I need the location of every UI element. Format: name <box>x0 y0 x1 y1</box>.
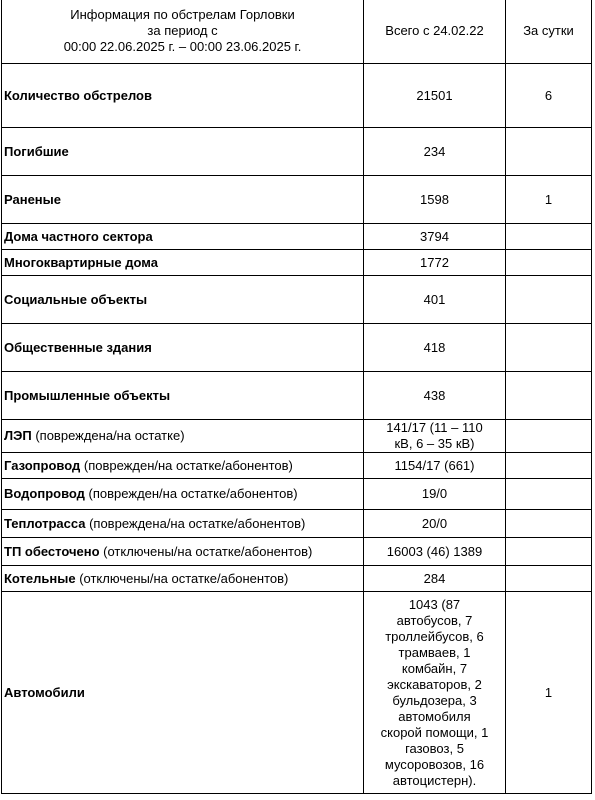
total-line: 21501 <box>416 87 453 103</box>
total-line: 1772 <box>420 254 449 270</box>
row-name: Погибшие <box>4 143 69 159</box>
row-detail: (отключены/на остатке/абонентов) <box>75 570 289 586</box>
total-line: троллейбусов, 6 <box>385 628 484 644</box>
total-line: 1154/17 (661) <box>394 457 475 473</box>
header-row <box>2 0 592 64</box>
row-total <box>364 276 506 324</box>
row-label <box>2 420 364 453</box>
total-line: 19/0 <box>421 486 448 501</box>
total-line: 418 <box>423 339 446 355</box>
row-day <box>506 128 592 176</box>
total-line: мусоровозов, 16 <box>384 756 485 772</box>
total-line: автомобиля <box>398 708 471 724</box>
row-name: Газопровод <box>4 457 81 473</box>
row-label <box>2 250 364 276</box>
row-name: Автомобили <box>4 684 85 700</box>
row-total <box>364 538 506 566</box>
row-total <box>364 453 506 479</box>
row-name: Количество обстрелов <box>4 87 152 103</box>
total-line: 438 <box>423 387 446 403</box>
table-row <box>2 224 592 250</box>
row-total <box>364 128 506 176</box>
total-line: комбайн, 7 <box>401 660 468 676</box>
row-day: 6 <box>506 64 592 128</box>
table-row <box>2 453 592 479</box>
table-row <box>2 128 592 176</box>
row-total <box>364 510 506 538</box>
row-total <box>364 176 506 224</box>
row-total <box>364 372 506 420</box>
row-day <box>506 276 592 324</box>
total-line: 401 <box>423 291 446 307</box>
row-day <box>506 566 592 592</box>
row-name: Общественные здания <box>4 339 152 355</box>
total-line: 141/17 (11 – 110 <box>386 420 483 435</box>
row-total <box>364 250 506 276</box>
table-row <box>2 566 592 592</box>
total-line: трамваев, 1 <box>398 644 471 660</box>
row-total <box>364 592 506 794</box>
row-total <box>364 224 506 250</box>
table-row <box>2 420 592 453</box>
row-day <box>506 420 592 453</box>
report-title <box>2 0 364 64</box>
table-row <box>2 324 592 372</box>
row-total <box>364 479 506 510</box>
row-day <box>506 372 592 420</box>
total-line: 3794 <box>420 228 449 244</box>
table-row <box>2 176 592 224</box>
row-detail: (повреждена/на остатке) <box>31 428 185 443</box>
table-row <box>2 276 592 324</box>
total-line: бульдозера, 3 <box>392 692 477 708</box>
shelling-report-table <box>1 0 592 794</box>
total-line: автоцистерн). <box>392 772 477 788</box>
row-name: Социальные объекты <box>4 291 148 307</box>
row-detail: (отключены/на остатке/абонентов) <box>99 543 313 559</box>
total-line: 20/0 <box>421 515 448 531</box>
row-total <box>364 64 506 128</box>
row-detail: (повреждена/на остатке/абонентов) <box>85 515 306 531</box>
total-line: кВ, 6 – 35 кВ) <box>394 436 475 451</box>
table-row <box>2 479 592 510</box>
title-line: за период с <box>147 22 218 38</box>
total-line: 284 <box>423 570 446 586</box>
row-name: Теплотрасса <box>4 515 86 531</box>
row-name: ЛЭП <box>4 428 32 443</box>
table-row <box>2 510 592 538</box>
row-label <box>2 224 364 250</box>
total-line: 16003 (46) 1389 <box>386 543 483 559</box>
row-day <box>506 479 592 510</box>
table-row <box>2 538 592 566</box>
row-name: Дома частного сектора <box>4 228 153 244</box>
row-label <box>2 538 364 566</box>
column-header-day: За сутки <box>506 0 592 64</box>
row-name: Водопровод <box>4 486 85 501</box>
row-day <box>506 510 592 538</box>
total-line: газовоз, 5 <box>405 740 464 756</box>
row-total <box>364 420 506 453</box>
total-line: скорой помощи, 1 <box>380 724 489 740</box>
table-row <box>2 592 592 794</box>
column-header-total: Всего с 24.02.22 <box>364 0 506 64</box>
row-day: 1 <box>506 176 592 224</box>
row-label <box>2 276 364 324</box>
total-line: 1598 <box>420 191 449 207</box>
row-label <box>2 64 364 128</box>
row-name: Раненые <box>4 191 61 207</box>
total-line: экскаваторов, 2 <box>387 676 482 692</box>
title-line: Информация по обстрелам Горловки <box>70 6 295 22</box>
row-detail: (поврежден/на остатке/абонентов) <box>80 457 293 473</box>
row-label <box>2 176 364 224</box>
title-line: 00:00 22.06.2025 г. – 00:00 23.06.2025 г. <box>63 38 302 54</box>
row-day <box>506 224 592 250</box>
row-name: Котельные <box>4 570 76 586</box>
table-row <box>2 372 592 420</box>
row-name: ТП обесточено <box>4 543 100 559</box>
total-line: 1043 (87 <box>408 596 461 612</box>
row-detail: (поврежден/на остатке/абонентов) <box>84 486 298 501</box>
row-label <box>2 479 364 510</box>
row-label <box>2 372 364 420</box>
table-row <box>2 64 592 128</box>
row-name: Промышленные объекты <box>4 387 171 403</box>
row-label <box>2 566 364 592</box>
row-name: Многоквартирные дома <box>4 254 158 270</box>
row-day <box>506 324 592 372</box>
total-line: автобусов, 7 <box>396 612 473 628</box>
row-total <box>364 566 506 592</box>
table-row <box>2 250 592 276</box>
total-line: 234 <box>423 143 446 159</box>
row-label <box>2 510 364 538</box>
row-day: 1 <box>506 592 592 794</box>
row-label <box>2 592 364 794</box>
row-label <box>2 453 364 479</box>
row-day <box>506 250 592 276</box>
row-day <box>506 453 592 479</box>
row-day <box>506 538 592 566</box>
row-total <box>364 324 506 372</box>
row-label <box>2 128 364 176</box>
row-label <box>2 324 364 372</box>
